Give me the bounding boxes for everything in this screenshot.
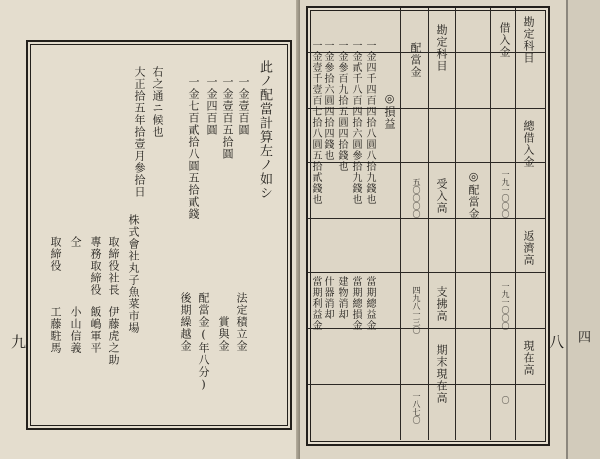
profit-line-2: 當期總損金 (350, 276, 361, 331)
table-rule-8 (308, 384, 546, 385)
loan-label: 借入金 (498, 22, 511, 58)
left-page-number: 九 (9, 334, 27, 350)
table-rule-1 (515, 8, 516, 440)
officer-3-name: 小山信義 (69, 306, 82, 354)
col-account-title: 勘定科目 (435, 24, 448, 72)
dividend-label: 配當金 (409, 42, 422, 78)
profit-amount-5: 一金壹千壹百七拾八圓五拾貳錢也 (310, 40, 321, 205)
loan-current: 〇 (501, 396, 510, 404)
right-page-number: 八 (547, 334, 565, 350)
table-rule-9 (490, 8, 491, 440)
dividend-balance: 一八七〇 (412, 392, 421, 424)
col-paid: 支拂高 (435, 286, 448, 322)
table-rule-10 (455, 8, 456, 440)
header-repaid: 返濟高 (522, 230, 535, 266)
item-label-3: 配當金(年八分) (197, 292, 210, 392)
profit-line-3: 建物消却 (336, 276, 347, 320)
heading: 此ノ配當計算左ノ如シ (257, 60, 272, 200)
officer-2-title: 專務取締役 (89, 236, 102, 296)
officer-2-name: 飯嶋軍平 (89, 306, 102, 354)
table-rule-12 (400, 8, 401, 440)
loan-total: 一九一〇〇〇 (501, 170, 510, 218)
loan-repaid: 一九一〇〇〇 (501, 282, 510, 330)
amount-4: 一金七百貳拾八圓五拾貳錢 (187, 76, 200, 220)
item-label-4: 後期繰越金 (179, 292, 192, 352)
table-rule-6 (308, 272, 546, 273)
table-rule-5 (308, 218, 546, 219)
header-current: 現在高 (522, 340, 535, 376)
officer-4-name: 工藤駐馬 (49, 306, 62, 354)
item-label-2: 賞與金 (217, 316, 230, 352)
closing-text: 右之通ニ候也 (151, 66, 164, 138)
profit-line-4: 什器消却 (322, 276, 333, 320)
dividend-received: 五〇〇〇〇 (412, 178, 421, 218)
officer-1-name: 伊藤虎之助 (107, 306, 120, 366)
profit-amount-4: 一金參拾六圓四拾四錢也 (322, 40, 333, 161)
header-total-borrowed: 總借入金 (522, 120, 535, 168)
right-page (300, 0, 566, 459)
profit-amount-3: 一金參百九拾五圓四拾錢也 (336, 40, 347, 172)
amount-2: 一金壹百五拾圓 (221, 76, 234, 160)
officer-1-title: 取締役社長 (107, 236, 120, 296)
profit-amount-2: 一金貳千八百四拾六圓參拾九錢也 (350, 40, 361, 205)
amount-3: 一金四百圓 (205, 76, 218, 136)
table-rule-11 (428, 8, 429, 440)
next-page-edge (566, 0, 600, 459)
col-received: 受入高 (435, 178, 448, 214)
company-name: 株式會社丸子魚菜市場 (127, 214, 140, 334)
amount-1: 一金壹百圓 (237, 76, 250, 136)
officer-3-title: 仝 (69, 236, 82, 248)
section-dividend: ◎配當金 (467, 170, 480, 220)
table-rule-7 (308, 328, 546, 329)
header-account-title: 勘定科目 (522, 16, 535, 64)
profit-line-1: 當期總益金 (364, 276, 375, 331)
profit-amount-1: 一金四千四百四拾八圓八拾九錢也 (364, 40, 375, 205)
date-text: 大正拾五年拾壹月參拾日 (133, 66, 146, 198)
profit-line-5: 當期利益金 (310, 276, 321, 331)
officer-4-title: 取締役 (49, 236, 62, 272)
col-balance: 期末現在高 (435, 344, 448, 404)
edge-page-number: 四 (575, 330, 590, 344)
dividend-paid: 四九八一三〇 (412, 286, 421, 334)
section-profit: ◎損益 (383, 92, 396, 130)
item-label-1: 法定積立金 (235, 292, 248, 352)
